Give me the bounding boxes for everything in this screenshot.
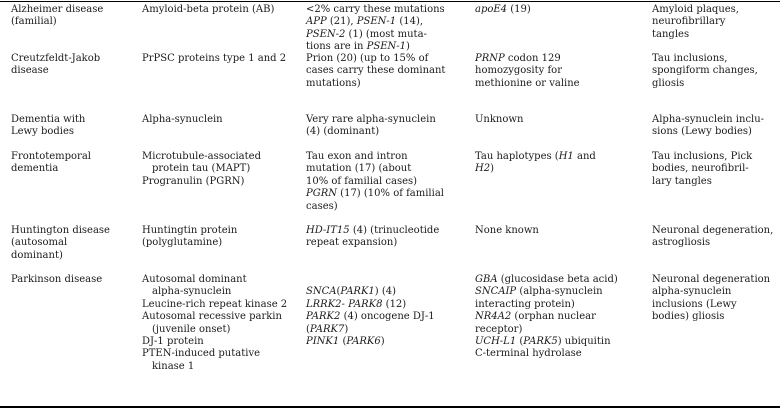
cell-line (11, 16, 131, 28)
cell-text: Lewy bodies (11, 126, 75, 138)
cell-line (142, 311, 297, 323)
cell-text: Huntington disease (11, 225, 110, 236)
cell-line (306, 311, 464, 323)
cell-line (652, 225, 776, 237)
cell-text: tangles (652, 28, 690, 40)
disease-cell (11, 225, 131, 262)
cell-line (652, 78, 776, 90)
cell-text: (4) (dominant) (306, 126, 380, 138)
cell-text: (12) (382, 298, 407, 310)
protein-cell (142, 114, 297, 126)
risk-factor-cell (475, 53, 635, 90)
cell-text: Leucine-rich repeat kinase 2 (142, 298, 288, 310)
cell-line (652, 274, 776, 286)
pathology-cell (652, 225, 776, 250)
italic-text: PGRN (306, 188, 337, 200)
italic-text: UCH-L1 (475, 336, 517, 348)
cell-text: methionine or valine (475, 77, 580, 89)
cell-line (306, 78, 464, 90)
cell-text: spongiform changes, (652, 65, 758, 77)
cell-line (11, 65, 131, 77)
cell-text: ( (306, 323, 310, 335)
cell-line (142, 299, 297, 311)
italic-text: PARK7 (309, 323, 345, 335)
cell-text: astrogliosis (652, 237, 711, 249)
cell-text: receptor) (475, 323, 523, 335)
table-top-rule (0, 1, 780, 2)
italic-text: GBA (475, 274, 498, 285)
cell-line (142, 151, 297, 163)
disease-cell (11, 53, 131, 78)
cell-line (652, 311, 776, 323)
cell-text: neurofibrillary (652, 16, 726, 28)
genetics-cell (306, 4, 464, 54)
cell-line (142, 336, 297, 348)
cell-line (652, 151, 776, 163)
cell-line (306, 114, 464, 126)
cell-text: gliosis (652, 77, 685, 89)
cell-text: Amyloid-beta protein (AB) (142, 4, 275, 15)
cell-text: ( (336, 286, 341, 298)
pathology-cell (652, 53, 776, 90)
cell-text: C-terminal hydrolase (475, 348, 582, 360)
cell-text: Microtubule-associated (142, 151, 261, 162)
cell-text: (4) (trinucleotide (349, 225, 440, 236)
cell-text: Alpha-synuclein (142, 114, 223, 125)
cell-text: Progranulin (PGRN) (142, 175, 245, 187)
cell-line (11, 163, 131, 175)
cell-text: (alpha-synuclein (516, 286, 603, 298)
cell-text: Unknown (475, 114, 524, 125)
italic-text: apoE4 (475, 4, 508, 15)
cell-text: codon 129 (504, 53, 561, 64)
disease-cell (11, 151, 131, 176)
italic-text: PARK6 (346, 336, 381, 348)
cell-line (475, 348, 635, 360)
pathology-cell (652, 151, 776, 188)
pathology-cell (652, 4, 776, 41)
cell-text: ( (339, 336, 347, 348)
cell-text: (1) (most muta- (345, 28, 427, 40)
italic-text: PARK2 (306, 311, 341, 323)
cell-line (11, 274, 131, 286)
cell-line (306, 4, 464, 16)
italic-text: PSEN-2 (306, 28, 346, 40)
italic-text: PSEN-1 (356, 16, 397, 28)
cell-text: proteins type 1 and 2 (174, 53, 287, 64)
risk-factor-cell (475, 225, 635, 237)
cell-line (652, 286, 776, 298)
cell-line (475, 324, 635, 336)
italic-text: PINK1 (306, 336, 340, 348)
cell-line (142, 176, 297, 188)
risk-factor-cell (475, 4, 635, 16)
table-bottom-rule (0, 406, 780, 408)
cell-text: ) (344, 323, 349, 335)
cell-text: ( (516, 336, 524, 348)
cell-line (306, 65, 464, 77)
cell-line (306, 53, 464, 65)
cell-line (142, 225, 297, 237)
cell-line (652, 65, 776, 77)
cell-text: bodies) gliosis (652, 311, 725, 323)
cell-text: Parkinson disease (11, 274, 103, 285)
cell-line (142, 53, 297, 65)
cell-text: bodies, neurofibril- (652, 163, 749, 175)
cell-text: (autosomal (11, 237, 68, 249)
cell-text: 10% of familial cases) (306, 175, 418, 187)
cell-text: PrP (142, 53, 161, 64)
cell-line (652, 299, 776, 311)
cell-text: inclusions (Lewy (652, 298, 737, 310)
cell-line (142, 286, 297, 298)
cell-text: PTEN-induced putative (142, 348, 261, 360)
cell-line (475, 65, 635, 77)
cell-line (11, 225, 131, 237)
cell-text: homozygosity for (475, 65, 562, 77)
cell-line (652, 176, 776, 188)
italic-text: APP (306, 16, 327, 28)
italic-text: H1 (558, 151, 574, 162)
italic-text: HD-IT15 (306, 225, 350, 236)
cell-text: None known (475, 225, 539, 236)
risk-factor-cell (475, 114, 635, 126)
cell-text: ) (4) (374, 286, 397, 298)
cell-line (652, 29, 776, 41)
cell-text: alpha-synuclein (652, 286, 732, 298)
cell-line (306, 286, 464, 298)
italic-text: PARK1 (340, 286, 375, 298)
small-caps-text: SC (160, 53, 175, 64)
cell-text: Alzheimer disease (11, 4, 104, 15)
cell-text: Prion (20) (up to 15% of (306, 53, 429, 64)
cell-line (475, 225, 635, 237)
cell-line (306, 29, 464, 41)
cell-line (306, 336, 464, 348)
disease-cell (11, 274, 131, 286)
cell-line (11, 114, 131, 126)
pathology-cell (652, 114, 776, 139)
cell-text: ) (490, 163, 494, 175)
cell-line (652, 53, 776, 65)
cell-text: Creutzfeldt-Jakob (11, 53, 101, 64)
cell-line (306, 176, 464, 188)
italic-text: H2 (475, 163, 491, 175)
cell-line (11, 53, 131, 65)
cell-text: and (573, 151, 596, 162)
genetics-cell (306, 114, 464, 139)
cell-line (475, 274, 635, 286)
protein-cell (142, 225, 297, 250)
cell-line (475, 286, 635, 298)
cell-text: ) ubiquitin (557, 336, 611, 348)
cell-text: protein tau (MAPT) (152, 163, 251, 175)
cell-text: Dementia with (11, 114, 86, 125)
cell-text: Frontotemporal (11, 151, 91, 162)
cell-text: Tau exon and intron (306, 151, 408, 162)
cell-text: Very rare alpha-synuclein (306, 114, 436, 125)
cell-line (142, 163, 297, 175)
cell-text: dominant) (11, 249, 63, 261)
cell-line (306, 41, 464, 53)
cell-text: (orphan nuclear (511, 311, 596, 323)
disease-cell (11, 114, 131, 139)
cell-text: (14), (396, 16, 424, 28)
cell-line (306, 324, 464, 336)
cell-line (306, 299, 464, 311)
cell-text: Amyloid plaques, (652, 4, 739, 15)
cell-text: sions (Lewy bodies) (652, 126, 752, 138)
cell-text: (19) (507, 4, 531, 15)
cell-text: (glucosidase beta acid) (497, 274, 618, 285)
italic-text: NR4A2 (475, 311, 512, 323)
cell-line (475, 299, 635, 311)
cell-text: Tau inclusions, (652, 53, 728, 64)
cell-text: dementia (11, 163, 59, 175)
cell-text: lary tangles (652, 175, 712, 187)
cell-text: (juvenile onset) (152, 323, 231, 335)
cell-text: Tau inclusions, Pick (652, 151, 753, 162)
cell-text: Tau haplotypes ( (475, 151, 559, 162)
cell-text: cases) (306, 200, 338, 212)
cell-text: mutation (17) (about (306, 163, 412, 175)
cell-text: Autosomal recessive parkin (142, 311, 282, 323)
cell-text: (21), (326, 16, 357, 28)
cell-text: kinase 1 (152, 360, 195, 372)
cell-text: (17) (10% of familial (337, 188, 444, 200)
cell-text: Neuronal degeneration, (652, 225, 774, 236)
cell-text: repeat expansion) (306, 237, 398, 249)
cell-line (142, 324, 297, 336)
pathology-cell (652, 274, 776, 324)
cell-text: Alpha-synuclein inclu- (652, 114, 765, 125)
genetics-cell (306, 151, 464, 213)
italic-text: SNCAIP (475, 286, 517, 298)
italic-text: PRNP (475, 53, 505, 64)
cell-line (306, 163, 464, 175)
cell-line (475, 336, 635, 348)
cell-text: ) (380, 336, 385, 348)
cell-line (652, 16, 776, 28)
italic-text: LRRK2- PARK8 (306, 298, 383, 310)
risk-factor-cell (475, 274, 635, 361)
cell-line (11, 237, 131, 249)
cell-line (306, 151, 464, 163)
cell-line (142, 361, 297, 373)
genetics-cell (306, 53, 464, 90)
cell-text: Huntingtin protein (142, 225, 238, 236)
cell-text: interacting protein) (475, 298, 575, 310)
cell-line (652, 4, 776, 16)
protein-cell (142, 151, 297, 188)
cell-line (475, 53, 635, 65)
cell-line (306, 16, 464, 28)
cell-line (652, 114, 776, 126)
cell-line (306, 237, 464, 249)
cell-text: (4) oncogene DJ-1 (340, 311, 435, 323)
cell-line (306, 274, 464, 286)
genetics-cell (306, 274, 464, 348)
cell-line (11, 250, 131, 262)
protein-cell (142, 4, 297, 16)
genetics-cell (306, 225, 464, 250)
cell-line (306, 188, 464, 200)
cell-line (142, 4, 297, 16)
cell-line (142, 237, 297, 249)
cell-text: alpha-synuclein (152, 286, 232, 298)
cell-line (652, 237, 776, 249)
risk-factor-cell (475, 151, 635, 176)
cell-line (475, 311, 635, 323)
cell-text: <2% carry these mutations (306, 4, 445, 15)
cell-text: mutations) (306, 77, 361, 89)
cell-line (475, 163, 635, 175)
disease-cell (11, 4, 131, 29)
protein-cell (142, 274, 297, 373)
italic-text: PSEN-1 (366, 41, 407, 53)
cell-line (475, 114, 635, 126)
cell-text: (polyglutamine) (142, 237, 223, 249)
cell-line (475, 78, 635, 90)
cell-text: Autosomal dominant (142, 274, 247, 285)
cell-text: cases carry these dominant (306, 65, 446, 77)
cell-line (306, 225, 464, 237)
cell-text: tions are in (306, 41, 367, 53)
cell-line (652, 126, 776, 138)
cell-line (475, 4, 635, 16)
cell-line (475, 151, 635, 163)
cell-text: Neuronal degeneration (652, 274, 771, 285)
cell-line (652, 163, 776, 175)
cell-line (142, 274, 297, 286)
italic-text: SNCA (306, 286, 337, 298)
cell-line (142, 348, 297, 360)
cell-line (11, 4, 131, 16)
cell-line (142, 114, 297, 126)
cell-line (11, 151, 131, 163)
cell-line (306, 126, 464, 138)
protein-cell (142, 53, 297, 65)
italic-text: PARK5 (523, 336, 558, 348)
cell-line (306, 201, 464, 213)
cell-text: (familial) (11, 16, 57, 28)
cell-text: ) (406, 41, 410, 53)
cell-text: disease (11, 65, 49, 77)
cell-text: DJ-1 protein (142, 336, 204, 348)
cell-line (11, 126, 131, 138)
